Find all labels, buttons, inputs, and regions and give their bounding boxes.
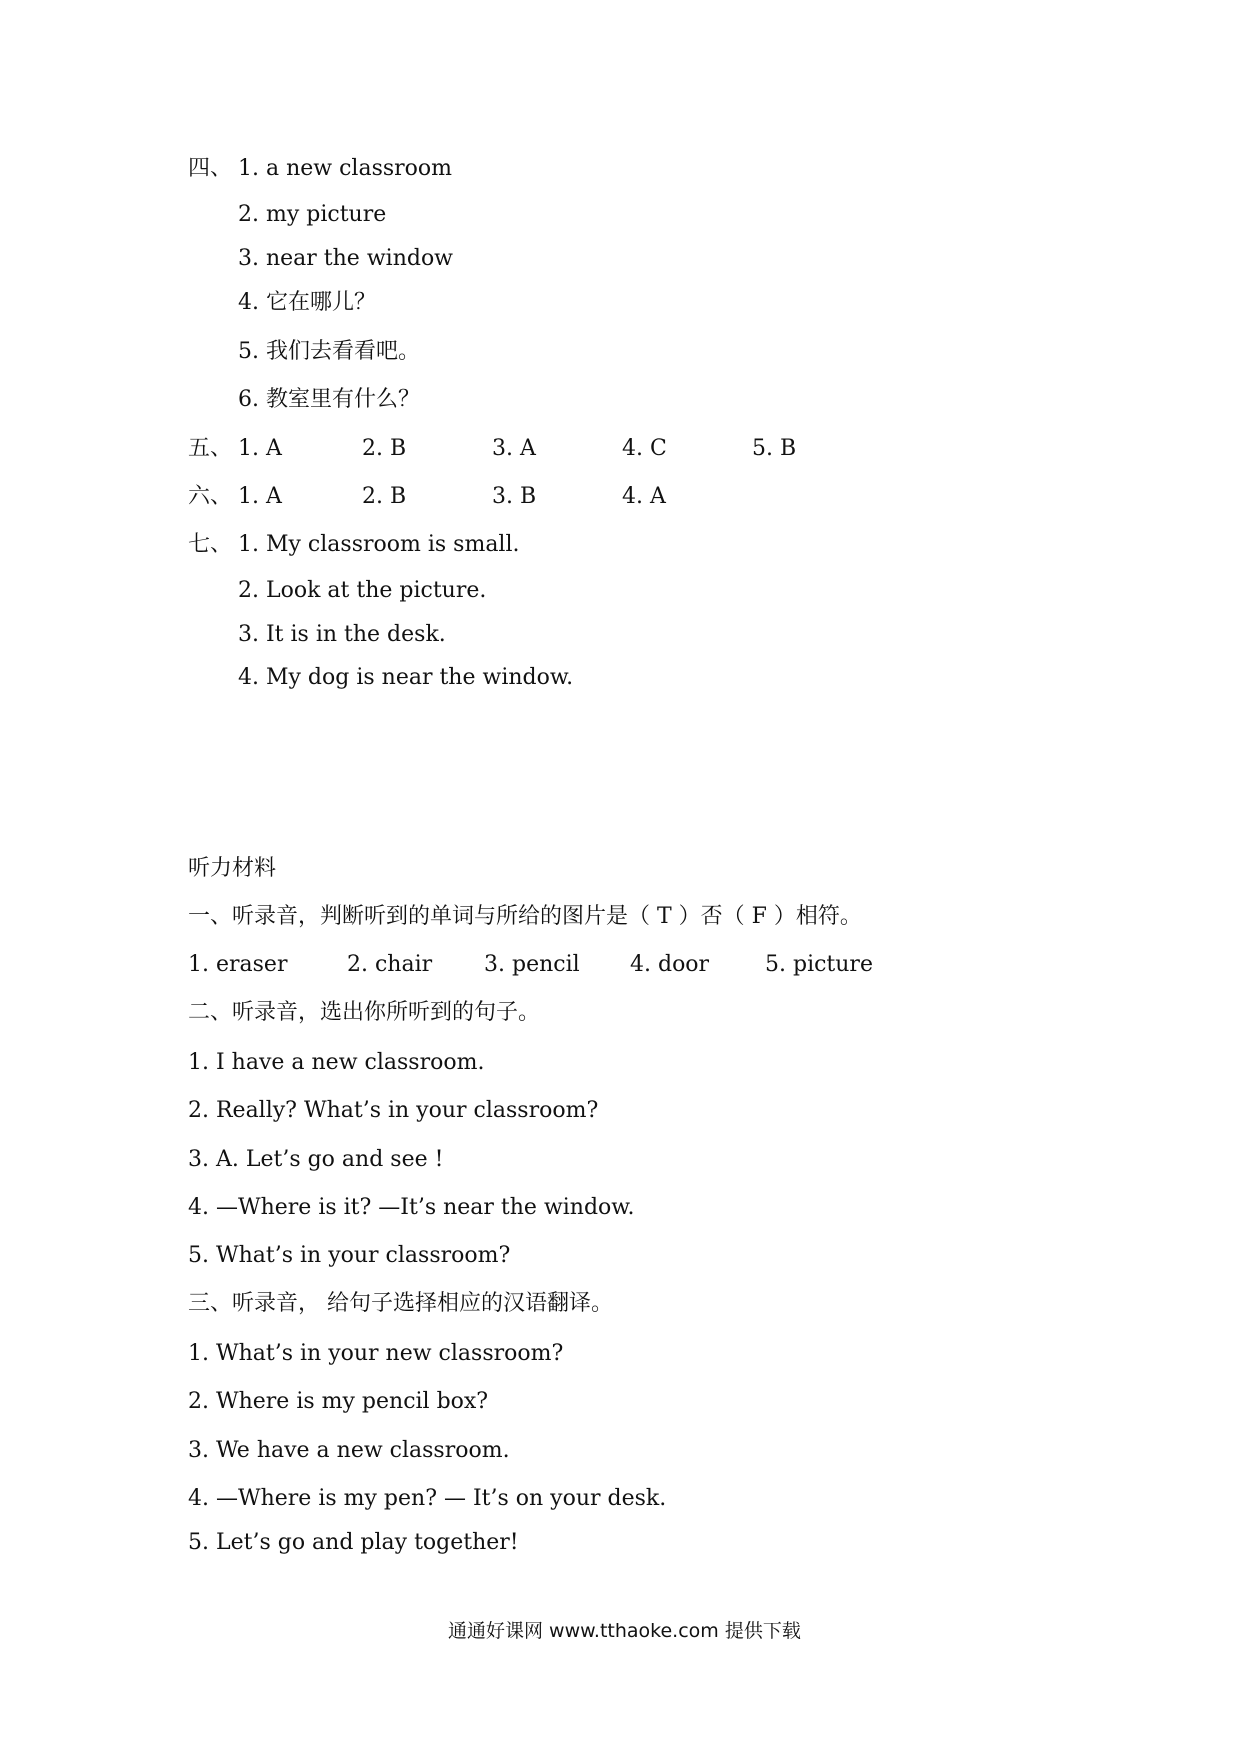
sentence-item: 4. —Where is my pen? — It’s on your desk. (188, 1486, 667, 1511)
answer-choice: 2. B (362, 436, 407, 461)
answer-item: 4. 它在哪儿？ (238, 290, 376, 315)
sentence-item: 1. What’s in your new classroom? (188, 1341, 564, 1366)
answer-item: 1. a new classroom (238, 156, 453, 181)
answer-choice: 3. B (492, 484, 537, 509)
word-item: 5. picture (765, 952, 873, 977)
answer-item: 1. My classroom is small. (238, 532, 520, 557)
footer-text: 通通好课网 www.tthaoke.com 提供下载 (448, 1620, 801, 1642)
section-4-label: 四、 (188, 156, 233, 181)
listening-part1-heading: 一、听录音，判断听到的单词与所给的图片是（ T ）否（ F ）相符。 (188, 904, 862, 929)
sentence-item: 5. Let’s go and play together! (188, 1530, 519, 1555)
word-item: 4. door (630, 952, 710, 977)
answer-choice: 4. C (622, 436, 667, 461)
section-6-label: 六、 (188, 484, 233, 509)
answer-choice: 4. A (622, 484, 666, 509)
answer-item: 3. It is in the desk. (238, 622, 446, 647)
sentence-item: 5. What’s in your classroom? (188, 1243, 511, 1268)
answer-choice: 1. A (238, 484, 282, 509)
answer-choice: 2. B (362, 484, 407, 509)
answer-choice: 1. A (238, 436, 282, 461)
answer-item: 6. 教室里有什么？ (238, 387, 420, 412)
word-item: 2. chair (347, 952, 433, 977)
sentence-item: 3. A. Let’s go and see ! (188, 1147, 444, 1172)
answer-item: 3. near the window (238, 246, 454, 271)
sentence-item: 2. Really? What’s in your classroom? (188, 1098, 599, 1123)
listening-part3-heading: 三、听录音， 给句子选择相应的汉语翻译。 (188, 1291, 613, 1316)
sentence-item: 3. We have a new classroom. (188, 1438, 510, 1463)
sentence-item: 2. Where is my pencil box? (188, 1389, 489, 1414)
listening-part2-heading: 二、听录音，选出你所听到的句子。 (188, 1000, 541, 1025)
answer-item: 5. 我们去看看吧。 (238, 339, 420, 364)
word-item: 3. pencil (484, 952, 580, 977)
word-item: 1. eraser (188, 952, 288, 977)
section-7-label: 七、 (188, 532, 233, 557)
answer-item: 2. my picture (238, 202, 387, 227)
answer-item: 2. Look at the picture. (238, 578, 487, 603)
section-5-label: 五、 (188, 436, 233, 461)
answer-choice: 5. B (752, 436, 797, 461)
sentence-item: 1. I have a new classroom. (188, 1050, 485, 1075)
sentence-item: 4. —Where is it? —It’s near the window. (188, 1195, 635, 1220)
answer-choice: 3. A (492, 436, 536, 461)
listening-title: 听力材料 (188, 856, 277, 881)
answer-item: 4. My dog is near the window. (238, 665, 574, 690)
